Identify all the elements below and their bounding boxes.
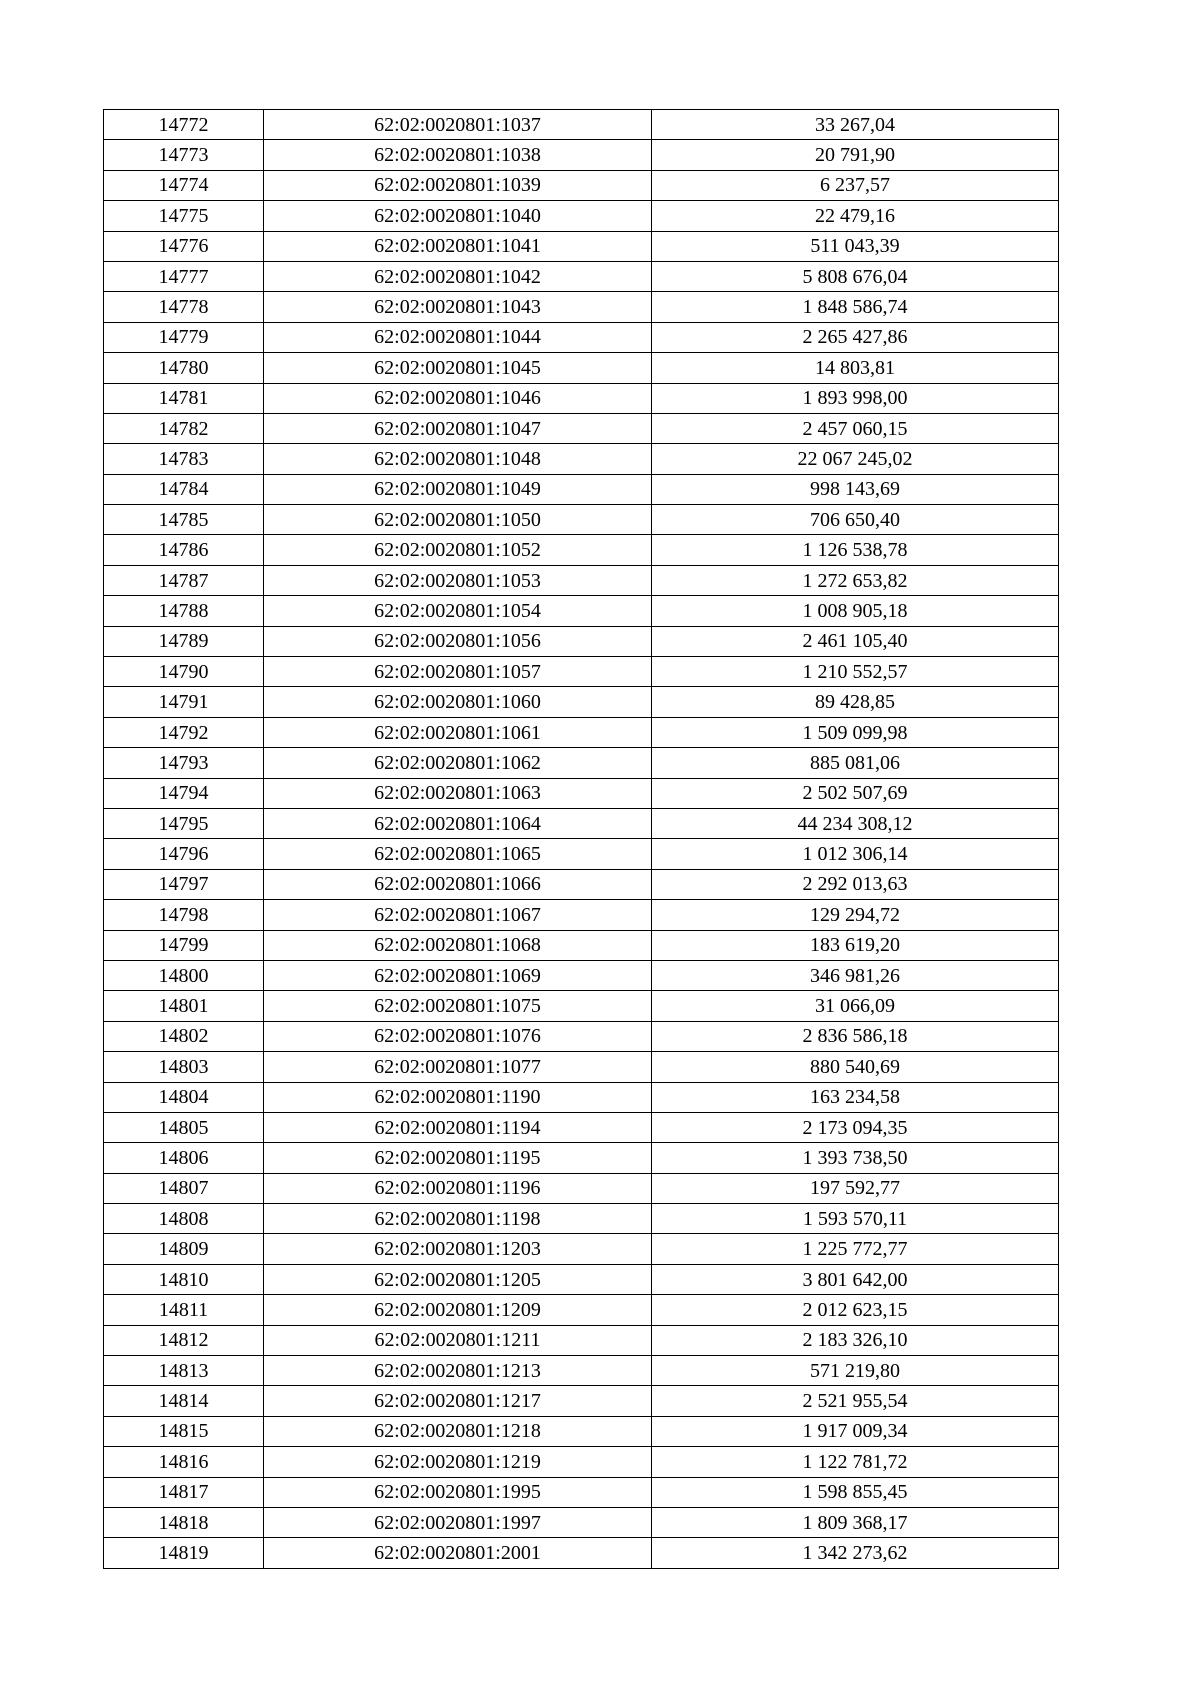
cadastral-number-cell: 62:02:0020801:1068 (264, 930, 652, 960)
table-row (104, 292, 1059, 322)
cadastral-value-cell: 31 066,09 (652, 991, 1059, 1021)
table-row (104, 474, 1059, 504)
cadastral-value-cell: 1 342 273,62 (652, 1538, 1059, 1568)
cadastral-number-cell: 62:02:0020801:1050 (264, 505, 652, 535)
cadastral-value-cell: 2 461 105,40 (652, 626, 1059, 656)
table-body (104, 110, 1059, 1569)
cadastral-value-cell: 89 428,85 (652, 687, 1059, 717)
table-row (104, 748, 1059, 778)
table-row (104, 808, 1059, 838)
table-row (104, 444, 1059, 474)
cadastral-value-cell: 1 225 772,77 (652, 1234, 1059, 1264)
table-row (104, 201, 1059, 231)
cadastral-number-cell: 62:02:0020801:1069 (264, 960, 652, 990)
row-number-cell: 14817 (104, 1477, 264, 1507)
cadastral-value-cell: 2 502 507,69 (652, 778, 1059, 808)
row-number-cell: 14800 (104, 960, 264, 990)
table-row (104, 1082, 1059, 1112)
table-row (104, 626, 1059, 656)
cadastral-number-cell: 62:02:0020801:2001 (264, 1538, 652, 1568)
table-row (104, 1507, 1059, 1537)
cadastral-number-cell: 62:02:0020801:1047 (264, 413, 652, 443)
table-row (104, 170, 1059, 200)
cadastral-number-cell: 62:02:0020801:1067 (264, 900, 652, 930)
row-number-cell: 14812 (104, 1325, 264, 1355)
cadastral-number-cell: 62:02:0020801:1076 (264, 1021, 652, 1051)
cadastral-value-cell: 885 081,06 (652, 748, 1059, 778)
row-number-cell: 14795 (104, 808, 264, 838)
cadastral-number-cell: 62:02:0020801:1211 (264, 1325, 652, 1355)
cadastral-value-cell: 571 219,80 (652, 1356, 1059, 1386)
cadastral-value-cell: 1 393 738,50 (652, 1143, 1059, 1173)
table-row (104, 413, 1059, 443)
row-number-cell: 14810 (104, 1264, 264, 1294)
cadastral-value-cell: 706 650,40 (652, 505, 1059, 535)
row-number-cell: 14816 (104, 1447, 264, 1477)
cadastral-number-cell: 62:02:0020801:1053 (264, 565, 652, 595)
row-number-cell: 14802 (104, 1021, 264, 1051)
row-number-cell: 14799 (104, 930, 264, 960)
row-number-cell: 14788 (104, 596, 264, 626)
cadastral-value-cell: 129 294,72 (652, 900, 1059, 930)
cadastral-number-cell: 62:02:0020801:1042 (264, 261, 652, 291)
row-number-cell: 14782 (104, 413, 264, 443)
table-row (104, 1204, 1059, 1234)
cadastral-value-cell: 2 292 013,63 (652, 869, 1059, 899)
cadastral-number-cell: 62:02:0020801:1066 (264, 869, 652, 899)
cadastral-value-cell: 1 917 009,34 (652, 1416, 1059, 1446)
table-row (104, 657, 1059, 687)
row-number-cell: 14773 (104, 140, 264, 170)
cadastral-value-table (103, 109, 1059, 1569)
cadastral-value-cell: 44 234 308,12 (652, 808, 1059, 838)
cadastral-number-cell: 62:02:0020801:1038 (264, 140, 652, 170)
cadastral-number-cell: 62:02:0020801:1219 (264, 1447, 652, 1477)
table-row (104, 596, 1059, 626)
cadastral-value-cell: 1 598 855,45 (652, 1477, 1059, 1507)
cadastral-value-cell: 1 893 998,00 (652, 383, 1059, 413)
cadastral-number-cell: 62:02:0020801:1209 (264, 1295, 652, 1325)
cadastral-value-cell: 2 173 094,35 (652, 1112, 1059, 1142)
table-row (104, 383, 1059, 413)
cadastral-value-cell: 183 619,20 (652, 930, 1059, 960)
row-number-cell: 14819 (104, 1538, 264, 1568)
cadastral-number-cell: 62:02:0020801:1190 (264, 1082, 652, 1112)
table-row (104, 1386, 1059, 1416)
cadastral-number-cell: 62:02:0020801:1039 (264, 170, 652, 200)
table-row (104, 930, 1059, 960)
cadastral-value-cell: 2 012 623,15 (652, 1295, 1059, 1325)
cadastral-number-cell: 62:02:0020801:1044 (264, 322, 652, 352)
table-row (104, 1143, 1059, 1173)
cadastral-value-cell: 20 791,90 (652, 140, 1059, 170)
row-number-cell: 14811 (104, 1295, 264, 1325)
row-number-cell: 14801 (104, 991, 264, 1021)
row-number-cell: 14781 (104, 383, 264, 413)
table-row (104, 261, 1059, 291)
cadastral-value-cell: 2 457 060,15 (652, 413, 1059, 443)
cadastral-value-cell: 1 210 552,57 (652, 657, 1059, 687)
table-row (104, 565, 1059, 595)
row-number-cell: 14798 (104, 900, 264, 930)
row-number-cell: 14813 (104, 1356, 264, 1386)
cadastral-value-cell: 1 008 905,18 (652, 596, 1059, 626)
table-row (104, 110, 1059, 140)
row-number-cell: 14772 (104, 110, 264, 140)
table-row (104, 1447, 1059, 1477)
cadastral-value-cell: 511 043,39 (652, 231, 1059, 261)
cadastral-value-cell: 5 808 676,04 (652, 261, 1059, 291)
table-row (104, 687, 1059, 717)
cadastral-number-cell: 62:02:0020801:1046 (264, 383, 652, 413)
row-number-cell: 14803 (104, 1052, 264, 1082)
row-number-cell: 14806 (104, 1143, 264, 1173)
row-number-cell: 14814 (104, 1386, 264, 1416)
cadastral-number-cell: 62:02:0020801:1056 (264, 626, 652, 656)
cadastral-number-cell: 62:02:0020801:1203 (264, 1234, 652, 1264)
table-row (104, 1325, 1059, 1355)
cadastral-value-cell: 998 143,69 (652, 474, 1059, 504)
row-number-cell: 14789 (104, 626, 264, 656)
row-number-cell: 14787 (104, 565, 264, 595)
row-number-cell: 14783 (104, 444, 264, 474)
cadastral-number-cell: 62:02:0020801:1075 (264, 991, 652, 1021)
cadastral-number-cell: 62:02:0020801:1061 (264, 717, 652, 747)
cadastral-number-cell: 62:02:0020801:1065 (264, 839, 652, 869)
cadastral-number-cell: 62:02:0020801:1040 (264, 201, 652, 231)
cadastral-number-cell: 62:02:0020801:1997 (264, 1507, 652, 1537)
cadastral-number-cell: 62:02:0020801:1062 (264, 748, 652, 778)
row-number-cell: 14792 (104, 717, 264, 747)
row-number-cell: 14808 (104, 1204, 264, 1234)
cadastral-value-cell: 163 234,58 (652, 1082, 1059, 1112)
cadastral-value-cell: 22 479,16 (652, 201, 1059, 231)
cadastral-value-cell: 1 012 306,14 (652, 839, 1059, 869)
table-row (104, 322, 1059, 352)
table-row (104, 1416, 1059, 1446)
table-row (104, 140, 1059, 170)
row-number-cell: 14809 (104, 1234, 264, 1264)
cadastral-number-cell: 62:02:0020801:1077 (264, 1052, 652, 1082)
table-row (104, 717, 1059, 747)
table-row (104, 1112, 1059, 1142)
row-number-cell: 14778 (104, 292, 264, 322)
cadastral-number-cell: 62:02:0020801:1217 (264, 1386, 652, 1416)
cadastral-value-cell: 1 809 368,17 (652, 1507, 1059, 1537)
cadastral-value-cell: 3 801 642,00 (652, 1264, 1059, 1294)
cadastral-value-cell: 1 272 653,82 (652, 565, 1059, 595)
table-row (104, 900, 1059, 930)
row-number-cell: 14775 (104, 201, 264, 231)
cadastral-number-cell: 62:02:0020801:1063 (264, 778, 652, 808)
row-number-cell: 14796 (104, 839, 264, 869)
row-number-cell: 14774 (104, 170, 264, 200)
cadastral-number-cell: 62:02:0020801:1049 (264, 474, 652, 504)
table-row (104, 839, 1059, 869)
table-row (104, 960, 1059, 990)
cadastral-value-cell: 2 836 586,18 (652, 1021, 1059, 1051)
row-number-cell: 14797 (104, 869, 264, 899)
cadastral-value-cell: 1 593 570,11 (652, 1204, 1059, 1234)
cadastral-value-cell: 2 521 955,54 (652, 1386, 1059, 1416)
cadastral-value-cell: 22 067 245,02 (652, 444, 1059, 474)
table-row (104, 1477, 1059, 1507)
cadastral-value-cell: 2 183 326,10 (652, 1325, 1059, 1355)
cadastral-number-cell: 62:02:0020801:1196 (264, 1173, 652, 1203)
table-row (104, 1264, 1059, 1294)
table-row (104, 535, 1059, 565)
cadastral-value-cell: 346 981,26 (652, 960, 1059, 990)
cadastral-value-cell: 1 122 781,72 (652, 1447, 1059, 1477)
row-number-cell: 14784 (104, 474, 264, 504)
cadastral-value-cell: 33 267,04 (652, 110, 1059, 140)
table-row (104, 231, 1059, 261)
cadastral-value-cell: 880 540,69 (652, 1052, 1059, 1082)
row-number-cell: 14786 (104, 535, 264, 565)
row-number-cell: 14815 (104, 1416, 264, 1446)
cadastral-number-cell: 62:02:0020801:1057 (264, 657, 652, 687)
cadastral-number-cell: 62:02:0020801:1045 (264, 353, 652, 383)
cadastral-number-cell: 62:02:0020801:1198 (264, 1204, 652, 1234)
cadastral-number-cell: 62:02:0020801:1995 (264, 1477, 652, 1507)
table-row (104, 1356, 1059, 1386)
row-number-cell: 14793 (104, 748, 264, 778)
table-row (104, 505, 1059, 535)
cadastral-value-cell: 1 848 586,74 (652, 292, 1059, 322)
cadastral-number-cell: 62:02:0020801:1043 (264, 292, 652, 322)
cadastral-number-cell: 62:02:0020801:1205 (264, 1264, 652, 1294)
cadastral-number-cell: 62:02:0020801:1048 (264, 444, 652, 474)
cadastral-value-cell: 1 126 538,78 (652, 535, 1059, 565)
table-row (104, 1052, 1059, 1082)
cadastral-number-cell: 62:02:0020801:1052 (264, 535, 652, 565)
row-number-cell: 14790 (104, 657, 264, 687)
cadastral-number-cell: 62:02:0020801:1037 (264, 110, 652, 140)
table-row (104, 1234, 1059, 1264)
cadastral-value-cell: 2 265 427,86 (652, 322, 1059, 352)
row-number-cell: 14805 (104, 1112, 264, 1142)
row-number-cell: 14776 (104, 231, 264, 261)
cadastral-number-cell: 62:02:0020801:1060 (264, 687, 652, 717)
cadastral-number-cell: 62:02:0020801:1041 (264, 231, 652, 261)
table-row (104, 1173, 1059, 1203)
table-row (104, 1021, 1059, 1051)
table-row (104, 991, 1059, 1021)
cadastral-value-cell: 6 237,57 (652, 170, 1059, 200)
cadastral-number-cell: 62:02:0020801:1194 (264, 1112, 652, 1142)
table-row (104, 869, 1059, 899)
row-number-cell: 14818 (104, 1507, 264, 1537)
cadastral-number-cell: 62:02:0020801:1195 (264, 1143, 652, 1173)
row-number-cell: 14785 (104, 505, 264, 535)
row-number-cell: 14804 (104, 1082, 264, 1112)
row-number-cell: 14777 (104, 261, 264, 291)
table-row (104, 778, 1059, 808)
table-row (104, 1295, 1059, 1325)
cadastral-value-cell: 1 509 099,98 (652, 717, 1059, 747)
row-number-cell: 14807 (104, 1173, 264, 1203)
cadastral-number-cell: 62:02:0020801:1064 (264, 808, 652, 838)
row-number-cell: 14780 (104, 353, 264, 383)
row-number-cell: 14779 (104, 322, 264, 352)
cadastral-value-cell: 197 592,77 (652, 1173, 1059, 1203)
cadastral-number-cell: 62:02:0020801:1054 (264, 596, 652, 626)
cadastral-number-cell: 62:02:0020801:1213 (264, 1356, 652, 1386)
row-number-cell: 14794 (104, 778, 264, 808)
table-row (104, 353, 1059, 383)
row-number-cell: 14791 (104, 687, 264, 717)
cadastral-number-cell: 62:02:0020801:1218 (264, 1416, 652, 1446)
cadastral-value-cell: 14 803,81 (652, 353, 1059, 383)
table-row (104, 1538, 1059, 1568)
